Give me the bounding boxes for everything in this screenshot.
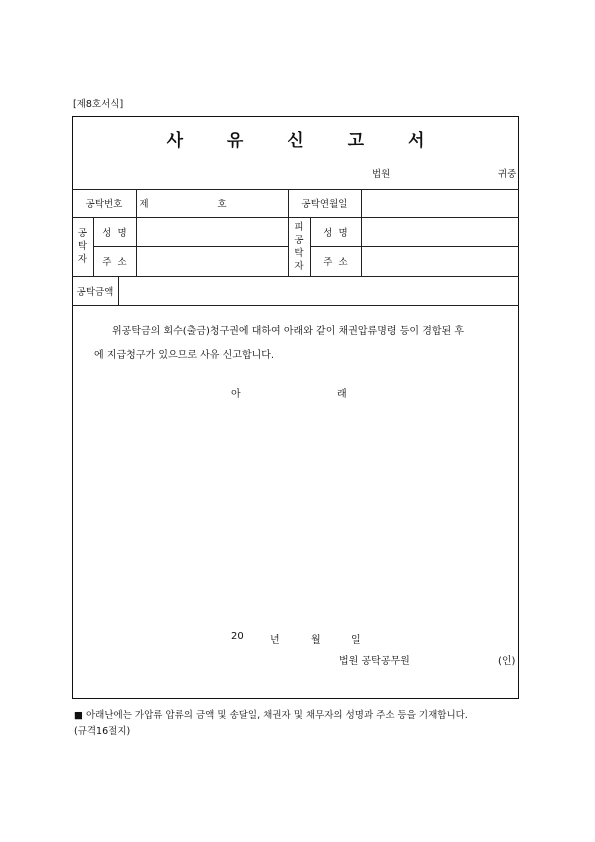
depositor-address-field[interactable] [137,247,287,275]
deposit-no-label: 공탁번호 [85,199,123,210]
body-line-2: 에 지급청구가 있으므로 사유 신고합니다. [94,350,275,361]
deposit-date-field[interactable] [362,190,518,216]
form-title: 사 유 신 고 서 [166,131,444,151]
deposit-no-suffix: 호 [217,199,227,210]
below-heading-a: 아 [231,389,241,400]
signature-text: 법원 공탁공무원 [339,656,410,667]
seal-mark: (인) [498,656,516,667]
depositee-char-3: 탁 [294,247,304,259]
date-day: 일 [351,635,361,646]
depositee-name-field[interactable] [362,218,518,245]
depositee-char-1: 피 [294,221,304,233]
depositor-address-label: 주 소 [102,257,127,268]
depositee-char-4: 자 [294,260,304,272]
date-year: 년 [270,635,280,646]
court-label: 법원 [372,169,391,180]
depositee-name-label: 성 명 [323,227,348,239]
row-divider-4 [72,305,519,306]
deposit-date-label: 공탁연월일 [301,199,348,210]
depositor-char-1: 공 [77,228,88,239]
amount-field[interactable] [119,277,518,304]
depositor-name-field[interactable] [137,218,287,245]
date-month: 월 [311,635,321,646]
footnote [74,708,468,740]
addressee-label: 귀중 [498,169,517,180]
below-heading-rae: 래 [337,389,347,400]
date-year-prefix: 20 [231,631,244,642]
deposit-no-prefix: 제 [139,199,149,210]
depositor-char-2: 탁 [77,241,88,252]
form-code: [제8호서식] [73,99,124,110]
depositee-address-label: 주 소 [323,257,348,268]
footnote-line-2: (규격16절지) [74,726,131,737]
footnote-line-1: ■ 아래난에는 가압류 압류의 금액 및 송달일, 채권자 및 채무자의 성명과 주소 등을 기재합니다. [74,710,468,721]
report-body-text [94,320,504,368]
depositee-address-field[interactable] [362,247,518,275]
depositor-char-3: 자 [77,254,88,265]
depositee-label [288,217,310,276]
amount-label: 공탁금액 [76,286,114,298]
depositee-char-2: 공 [294,234,304,246]
depositor-label [72,217,93,276]
body-line-1: 위공탁금의 회수(출금)청구권에 대하여 아래와 같이 채권압류명령 등이 경합된 후 [112,326,465,337]
depositor-name-label: 성 명 [102,227,127,239]
